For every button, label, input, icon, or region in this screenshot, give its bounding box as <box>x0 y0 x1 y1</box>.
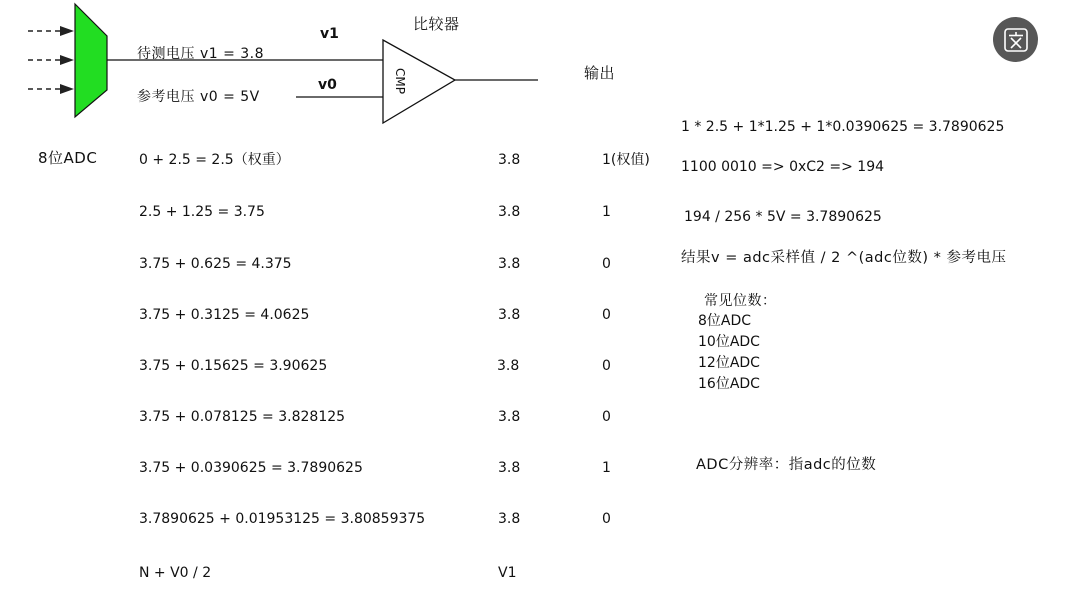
step-bit-value: 0 <box>602 511 611 527</box>
step-expression: 3.75 + 0.15625 = 3.90625 <box>139 358 328 374</box>
step-v1-value: 3.8 <box>498 152 521 168</box>
formula-note: 结果v = adc采样值 / 2 ^(adc位数) * 参考电压 <box>681 250 1007 266</box>
common-bits-item: 16位ADC <box>698 376 760 392</box>
step-expression: 0 + 2.5 = 2.5（权重） <box>139 152 290 168</box>
step-bit-value: 0 <box>602 409 611 425</box>
step-v1-value: V1 <box>498 565 517 581</box>
step-bit-value: 1 <box>602 460 611 476</box>
step-expression: N + V0 / 2 <box>139 565 212 581</box>
measured-voltage-label: 待测电压 v1 = 3.8 <box>137 46 265 62</box>
step-expression: 3.75 + 0.625 = 4.375 <box>139 256 292 272</box>
v0-label: v0 <box>318 77 337 93</box>
step-expression: 3.75 + 0.0390625 = 3.7890625 <box>139 460 363 476</box>
adc-bits-label: 8位ADC <box>38 149 98 167</box>
weighted-sum-note: 1 * 2.5 + 1*1.25 + 1*0.0390625 = 3.7890625 <box>681 119 1005 135</box>
common-bits-title: 常见位数： <box>704 293 777 309</box>
translate-button[interactable] <box>993 17 1038 62</box>
common-bits-item: 10位ADC <box>698 334 760 350</box>
reference-voltage-label: 参考电压 v0 = 5V <box>137 89 260 105</box>
step-v1-value: 3.8 <box>498 204 521 220</box>
output-label: 输出 <box>584 64 616 82</box>
translate-icon <box>1003 27 1029 53</box>
step-v1-value: 3.8 <box>498 511 521 527</box>
step-expression: 2.5 + 1.25 = 3.75 <box>139 204 265 220</box>
cmp-label: CMP <box>393 68 407 94</box>
step-v1-value: 3.8 <box>498 409 521 425</box>
step-v1-value: 3.8 <box>498 256 521 272</box>
step-v1-value: 3.8 <box>498 460 521 476</box>
step-v1-value: 3.8 <box>498 307 521 323</box>
division-note: 194 / 256 * 5V = 3.7890625 <box>684 209 882 225</box>
step-bit-value: 0 <box>602 307 611 323</box>
step-bit-value: 1(权值) <box>602 152 650 168</box>
step-bit-value: 1 <box>602 204 611 220</box>
comparator-title: 比较器 <box>413 15 460 33</box>
binary-note: 1100 0010 => 0xC2 => 194 <box>681 159 885 175</box>
step-expression: 3.7890625 + 0.01953125 = 3.80859375 <box>139 511 426 527</box>
step-bit-value: 0 <box>602 256 611 272</box>
step-expression: 3.75 + 0.3125 = 4.0625 <box>139 307 310 323</box>
step-expression: 3.75 + 0.078125 = 3.828125 <box>139 409 346 425</box>
common-bits-item: 12位ADC <box>698 355 760 371</box>
step-bit-value: 0 <box>602 358 611 374</box>
v1-label: v1 <box>320 26 339 42</box>
step-v1-value: 3.8 <box>497 358 520 374</box>
resolution-note: ADC分辨率：指adc的位数 <box>696 457 877 473</box>
multiplexer-block <box>75 4 107 117</box>
common-bits-block <box>698 291 777 395</box>
input-arrows <box>28 26 74 94</box>
common-bits-item: 8位ADC <box>698 313 752 329</box>
